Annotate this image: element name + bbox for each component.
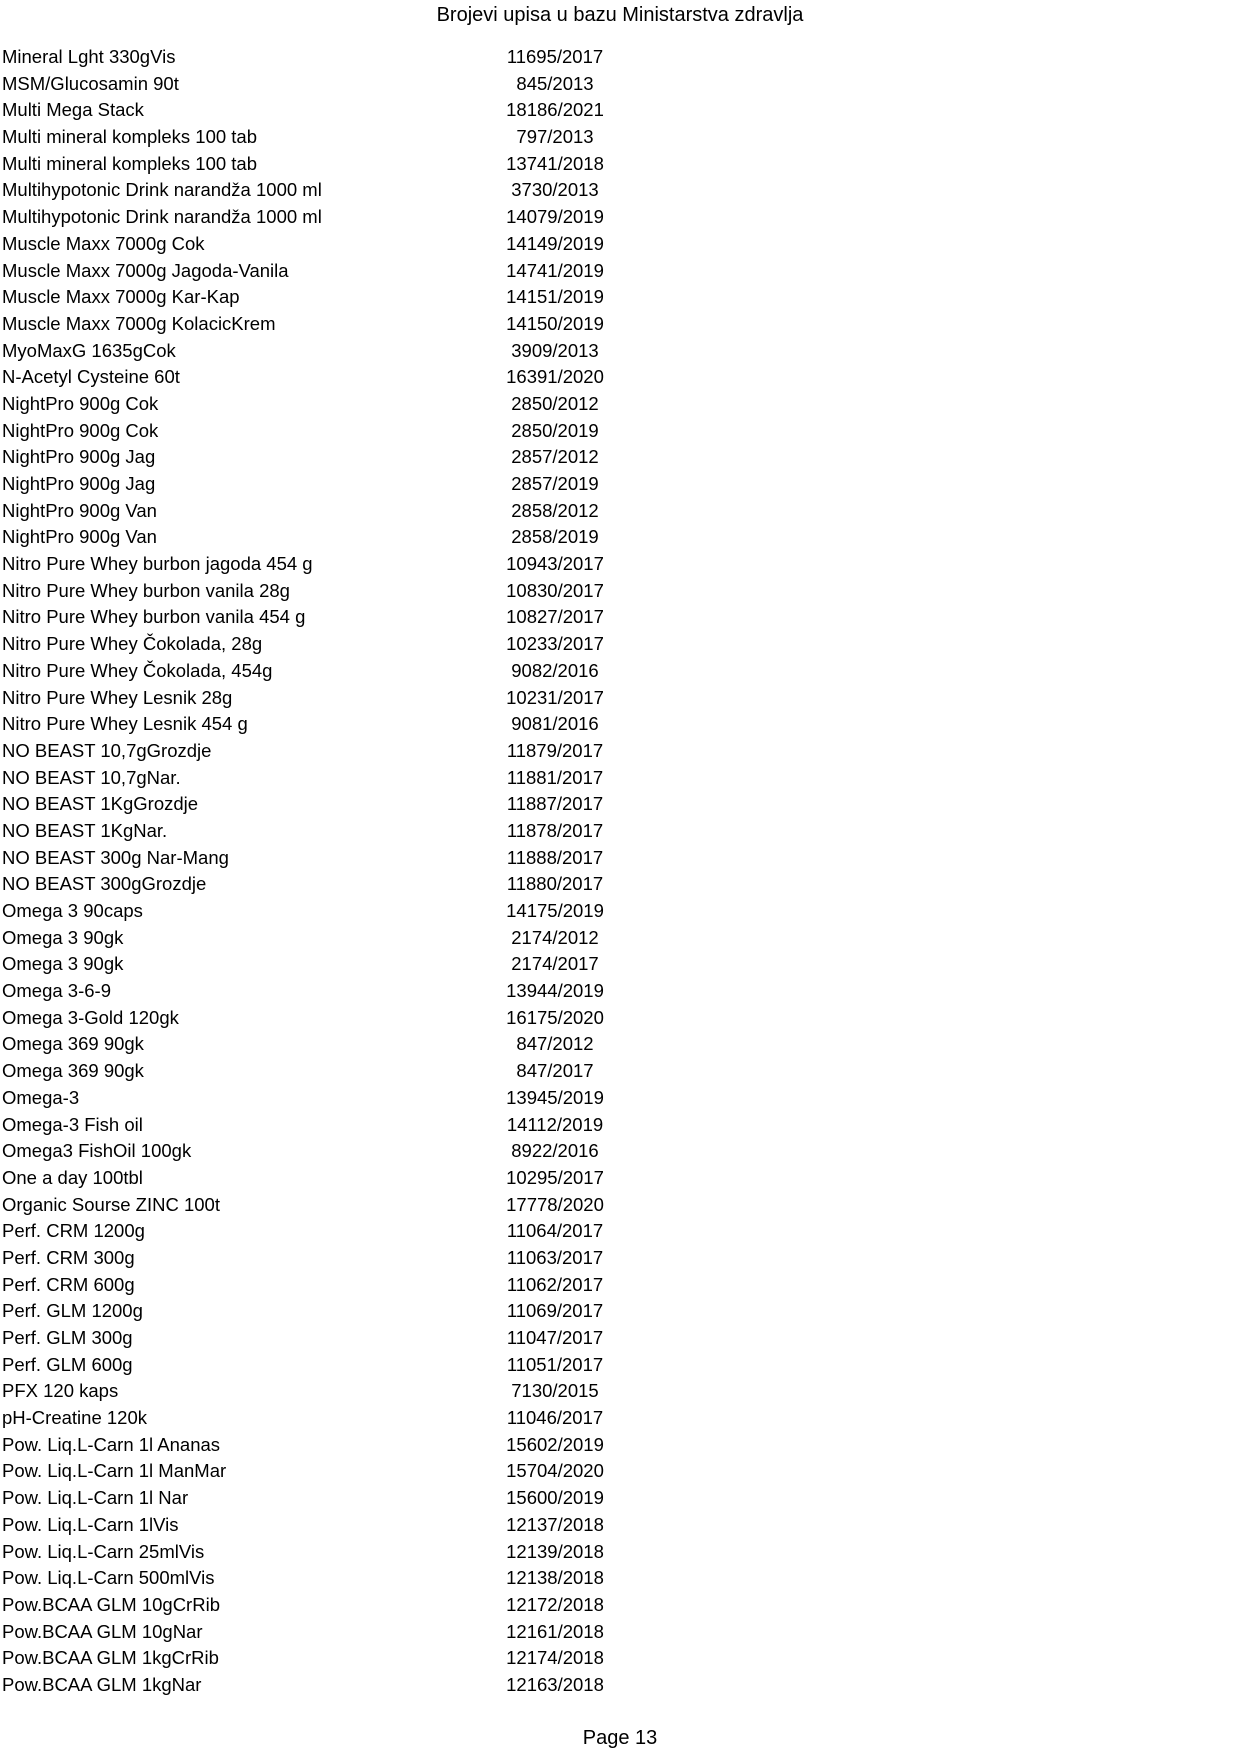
list-item (0, 1539, 1240, 1566)
registration-number: 12174/2018 (506, 1647, 604, 1669)
list-item (0, 604, 1240, 631)
list-item (0, 1672, 1240, 1699)
registration-number: 11063/2017 (506, 1246, 604, 1268)
product-name: Organic Sourse ZINC 100t (2, 1193, 220, 1215)
registration-list (0, 44, 1240, 1699)
list-item (0, 391, 1240, 418)
product-name: N-Acetyl Cysteine 60t (2, 366, 180, 388)
registration-number: 11879/2017 (506, 739, 604, 761)
registration-number: 10233/2017 (506, 633, 604, 655)
registration-number: 11888/2017 (506, 846, 604, 868)
registration-number: 10830/2017 (506, 579, 604, 601)
list-item (0, 1619, 1240, 1646)
product-name: Multi mineral kompleks 100 tab (2, 152, 257, 174)
product-name: NO BEAST 10,7gGrozdje (2, 739, 212, 761)
list-item (0, 551, 1240, 578)
product-name: Perf. GLM 600g (2, 1353, 133, 1375)
list-item (0, 685, 1240, 712)
registration-number: 845/2013 (516, 72, 594, 94)
registration-number: 847/2017 (516, 1060, 594, 1082)
list-item (0, 498, 1240, 525)
list-item (0, 631, 1240, 658)
registration-number: 9082/2016 (511, 659, 599, 681)
list-item (0, 1352, 1240, 1379)
product-name: NightPro 900g Van (2, 499, 157, 521)
product-name: Perf. CRM 600g (2, 1273, 135, 1295)
product-name: Muscle Maxx 7000g KolacicKrem (2, 312, 276, 334)
list-item (0, 871, 1240, 898)
product-name: Perf. CRM 1200g (2, 1220, 145, 1242)
product-name: Omega3 FishOil 100gk (2, 1140, 192, 1162)
list-item (0, 1378, 1240, 1405)
registration-number: 11887/2017 (506, 793, 604, 815)
list-item (0, 1165, 1240, 1192)
product-name: Pow.BCAA GLM 1kgNar (2, 1673, 202, 1695)
product-name: Perf. CRM 300g (2, 1246, 135, 1268)
product-name: Pow.BCAA GLM 10gNar (2, 1620, 203, 1642)
registration-number: 12163/2018 (506, 1673, 604, 1695)
registration-number: 3730/2013 (511, 179, 599, 201)
registration-number: 9081/2016 (511, 713, 599, 735)
list-item (0, 1458, 1240, 1485)
page-title: Brojevi upisa u bazu Ministarstva zdravlja (436, 4, 804, 26)
list-item (0, 1218, 1240, 1245)
product-name: Nitro Pure Whey Lesnik 454 g (2, 713, 248, 735)
list-item (0, 204, 1240, 231)
registration-number: 12172/2018 (506, 1593, 604, 1615)
list-item (0, 1645, 1240, 1672)
list-item (0, 418, 1240, 445)
list-item (0, 71, 1240, 98)
registration-number: 18186/2021 (506, 99, 604, 121)
registration-number: 2174/2017 (511, 953, 599, 975)
product-name: Mineral Lght 330gVis (2, 46, 176, 67)
list-item (0, 1485, 1240, 1512)
registration-number: 17778/2020 (506, 1193, 604, 1215)
product-name: Omega 3 90gk (2, 926, 124, 948)
registration-number: 16175/2020 (506, 1006, 604, 1028)
product-name: NightPro 900g Jag (2, 473, 156, 494)
registration-number: 8922/2016 (511, 1140, 599, 1162)
registration-number: 2850/2012 (511, 392, 599, 414)
registration-number: 7130/2015 (511, 1380, 599, 1402)
product-name: Omega 369 90gk (2, 1033, 144, 1055)
list-item (0, 124, 1240, 151)
list-item (0, 258, 1240, 285)
registration-number: 847/2012 (516, 1033, 594, 1055)
list-item (0, 1192, 1240, 1219)
product-name: Multi Mega Stack (2, 99, 144, 121)
product-name: Omega-3 Fish oil (2, 1113, 143, 1135)
product-name: PFX 120 kaps (2, 1380, 119, 1402)
list-item (0, 338, 1240, 365)
registration-number: 11695/2017 (506, 46, 604, 67)
list-item (0, 578, 1240, 605)
product-name: NightPro 900g Cok (2, 419, 159, 441)
list-item (0, 898, 1240, 925)
product-name: Nitro Pure Whey Lesnik 28g (2, 686, 233, 708)
list-item (0, 151, 1240, 178)
product-name: Muscle Maxx 7000g Kar-Kap (2, 286, 240, 308)
list-item (0, 524, 1240, 551)
registration-number: 14150/2019 (506, 312, 604, 334)
list-item (0, 711, 1240, 738)
list-item (0, 765, 1240, 792)
list-item (0, 951, 1240, 978)
product-name: NO BEAST 10,7gNar. (2, 766, 181, 788)
registration-number: 12161/2018 (506, 1620, 604, 1642)
registration-number: 11046/2017 (506, 1407, 604, 1429)
registration-number: 14149/2019 (506, 232, 604, 254)
registration-number: 13945/2019 (506, 1086, 604, 1108)
product-name: One a day 100tbl (2, 1166, 143, 1188)
product-name: Nitro Pure Whey burbon vanila 28g (2, 579, 290, 601)
registration-number: 2858/2012 (511, 499, 599, 521)
list-item (0, 925, 1240, 952)
product-name: Pow. Liq.L-Carn 1l ManMar (2, 1460, 227, 1482)
registration-number: 11069/2017 (506, 1300, 604, 1322)
product-name: Multi mineral kompleks 100 tab (2, 126, 257, 148)
product-name: pH-Creatine 120k (2, 1407, 147, 1429)
list-item (0, 1138, 1240, 1165)
registration-number: 2857/2019 (511, 473, 599, 494)
product-name: Nitro Pure Whey Čokolada, 454g (2, 659, 273, 681)
product-name: MSM/Glucosamin 90t (2, 72, 179, 94)
product-name: NO BEAST 1KgNar. (2, 819, 168, 841)
product-name: Pow.BCAA GLM 1kgCrRib (2, 1647, 219, 1669)
list-item (0, 1405, 1240, 1432)
registration-number: 11051/2017 (506, 1353, 604, 1375)
list-item (0, 978, 1240, 1005)
registration-number: 12139/2018 (506, 1540, 604, 1562)
registration-number: 16391/2020 (506, 366, 604, 388)
registration-number: 14112/2019 (506, 1113, 604, 1135)
registration-number: 10943/2017 (506, 553, 604, 575)
product-name: Omega 3-6-9 (2, 980, 111, 1002)
registration-number: 14151/2019 (506, 286, 604, 308)
list-item (0, 845, 1240, 872)
product-name: NightPro 900g Van (2, 526, 157, 548)
list-item (0, 658, 1240, 685)
product-name: NO BEAST 300g Nar-Mang (2, 846, 229, 868)
list-item (0, 1432, 1240, 1459)
product-name: Pow. Liq.L-Carn 25mlVis (2, 1540, 205, 1562)
registration-number: 2174/2012 (511, 926, 599, 948)
product-name: Pow.BCAA GLM 10gCrRib (2, 1593, 220, 1615)
product-name: Omega 369 90gk (2, 1060, 144, 1082)
registration-number: 15600/2019 (506, 1487, 604, 1509)
registration-number: 2857/2012 (511, 446, 599, 468)
product-name: Pow. Liq.L-Carn 1lVis (2, 1513, 179, 1535)
product-name: Omega 3 90gk (2, 953, 124, 975)
list-item (0, 1325, 1240, 1352)
product-name: NO BEAST 1KgGrozdje (2, 793, 199, 815)
registration-number: 14175/2019 (506, 900, 604, 921)
list-item (0, 1085, 1240, 1112)
product-name: Multihypotonic Drink narandža 1000 ml (2, 206, 322, 228)
list-item (0, 284, 1240, 311)
product-name: Pow. Liq.L-Carn 500mlVis (2, 1567, 215, 1589)
list-item (0, 177, 1240, 204)
registration-number: 13944/2019 (506, 980, 604, 1002)
registration-number: 15704/2020 (506, 1460, 604, 1482)
product-name: Perf. GLM 300g (2, 1327, 133, 1348)
product-name: Omega 3-Gold 120gk (2, 1006, 179, 1028)
registration-number: 12138/2018 (506, 1567, 604, 1589)
list-item (0, 444, 1240, 471)
registration-number: 10827/2017 (506, 606, 604, 628)
registration-number: 11881/2017 (506, 766, 604, 788)
registration-number: 11878/2017 (506, 819, 604, 841)
product-name: Pow. Liq.L-Carn 1l Ananas (2, 1433, 221, 1455)
list-item (0, 1245, 1240, 1272)
registration-number: 13741/2018 (506, 152, 604, 174)
list-item (0, 1565, 1240, 1592)
product-name: Omega 3 90caps (2, 900, 143, 921)
page-number: Page 13 (582, 1727, 658, 1749)
registration-number: 12137/2018 (506, 1513, 604, 1535)
registration-number: 3909/2013 (511, 339, 599, 361)
registration-number: 2858/2019 (511, 526, 599, 548)
product-name: Omega-3 (2, 1086, 80, 1108)
list-item (0, 818, 1240, 845)
registration-number: 11047/2017 (506, 1327, 604, 1348)
list-item (0, 1298, 1240, 1325)
product-name: NightPro 900g Jag (2, 446, 156, 468)
registration-number: 10295/2017 (506, 1166, 604, 1188)
product-name: Muscle Maxx 7000g Jagoda-Vanila (2, 259, 289, 281)
product-name: Pow. Liq.L-Carn 1l Nar (2, 1487, 189, 1509)
registration-number: 797/2013 (516, 126, 594, 148)
list-item (0, 1272, 1240, 1299)
list-item (0, 1058, 1240, 1085)
product-name: MyoMaxG 1635gCok (2, 339, 176, 361)
list-item (0, 97, 1240, 124)
list-item (0, 311, 1240, 338)
product-name: NightPro 900g Cok (2, 392, 159, 414)
list-item (0, 1512, 1240, 1539)
list-item (0, 231, 1240, 258)
product-name: Nitro Pure Whey Čokolada, 28g (2, 633, 263, 655)
registration-number: 10231/2017 (506, 686, 604, 708)
list-item (0, 471, 1240, 498)
registration-number: 11880/2017 (506, 873, 604, 895)
list-item (0, 1005, 1240, 1032)
registration-number: 2850/2019 (511, 419, 599, 441)
product-name: Nitro Pure Whey burbon jagoda 454 g (2, 553, 313, 575)
registration-number: 15602/2019 (506, 1433, 604, 1455)
list-item (0, 44, 1240, 71)
list-item (0, 364, 1240, 391)
registration-number: 14741/2019 (506, 259, 604, 281)
list-item (0, 791, 1240, 818)
registration-number: 11064/2017 (506, 1220, 604, 1242)
product-name: Muscle Maxx 7000g Cok (2, 232, 205, 254)
product-name: Nitro Pure Whey burbon vanila 454 g (2, 606, 306, 628)
product-name: Multihypotonic Drink narandža 1000 ml (2, 179, 322, 201)
list-item (0, 1031, 1240, 1058)
product-name: Perf. GLM 1200g (2, 1300, 143, 1322)
registration-number: 14079/2019 (506, 206, 604, 228)
product-name: NO BEAST 300gGrozdje (2, 873, 207, 895)
list-item (0, 1592, 1240, 1619)
list-item (0, 1112, 1240, 1139)
registration-number: 11062/2017 (506, 1273, 604, 1295)
list-item (0, 738, 1240, 765)
